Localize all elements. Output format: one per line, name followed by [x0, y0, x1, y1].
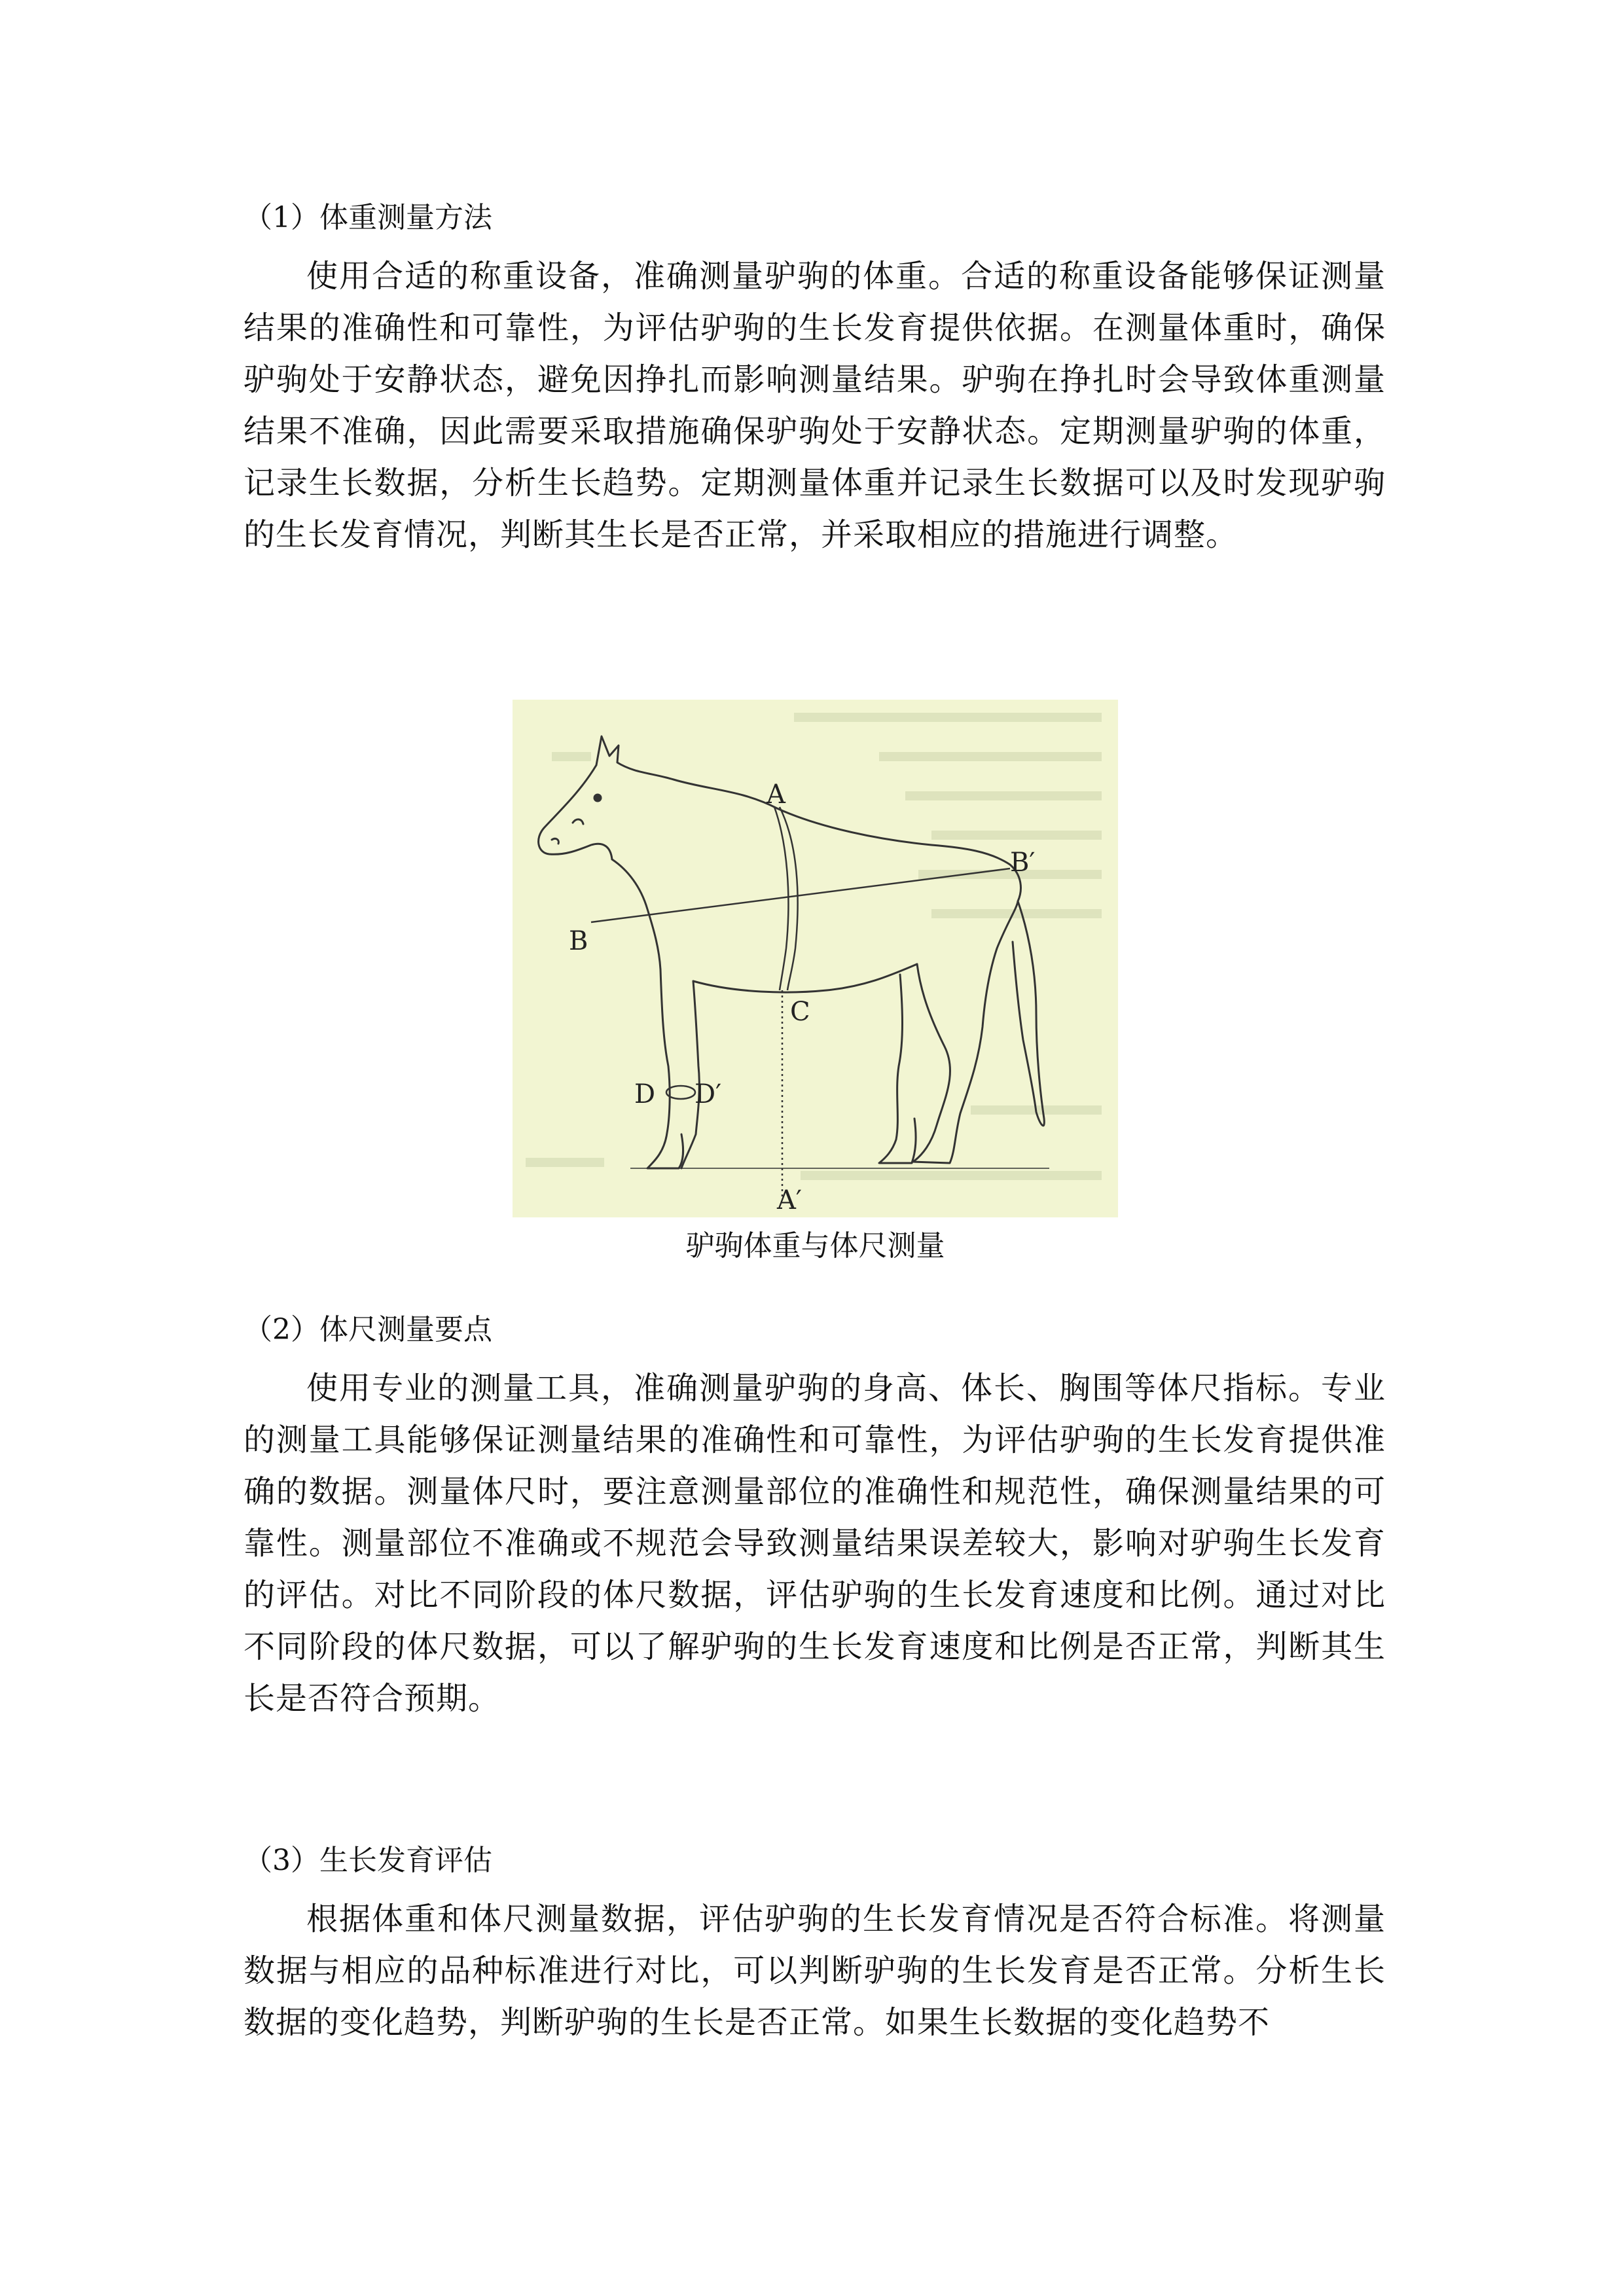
- section-3-paragraph: 根据体重和体尺测量数据，评估驴驹的生长发育情况是否符合标准。将测量数据与相应的品种标准进行对比，可以判断驴驹的生长发育是否正常。分析生长数据的变化趋势，判断驴驹的生长是否正常。如果生长数据的变化趋势不: [244, 1901, 1386, 2041]
- label-b: B: [569, 926, 588, 956]
- section-3-heading: （3）生长发育评估: [244, 1844, 492, 1877]
- section-2-heading: （2）体尺测量要点: [244, 1313, 492, 1346]
- section-2-paragraph: 使用专业的测量工具，准确测量驴驹的身高、体长、胸围等体尺指标。专业的测量工具能够保证测量结果的准确性和可靠性，为评估驴驹的生长发育提供准确的数据。测量体尺时，要注意测量部位的准确性和规范性，确保测量结果的可靠性。测量部位不准确或不规范会导致测量结果误差较大，影响对驴驹生长发育的评估。对比不同阶段的体尺数据，评估驴驹的生长发育速度和比例。通过对比不同阶段的体尺数据，可以了解驴驹的生长发育速度和比例是否正常，判断其生长是否符合预期。: [244, 1370, 1386, 1717]
- label-b-prime: B′: [1010, 848, 1036, 878]
- section-1-paragraph: 使用合适的称重设备，准确测量驴驹的体重。合适的称重设备能够保证测量结果的准确性和可靠性，为评估驴驹的生长发育提供依据。在测量体重时，确保驴驹处于安静状态，避免因挣扎而影响测量结果。驴驹在挣扎时会导致体重测量结果不准确，因此需要采取措施确保驴驹处于安静状态。定期测量驴驹的体重，记录生长数据，分析生长趋势。定期测量体重并记录生长数据可以及时发现驴驹的生长发育情况，判断其生长是否正常，并采取相应的措施进行调整。: [244, 258, 1386, 553]
- figure-caption: 驴驹体重与体尺测量: [685, 1229, 945, 1263]
- horse-measurement-figure: [513, 700, 1118, 1217]
- label-a-prime: A′: [777, 1185, 802, 1215]
- label-c: C: [790, 997, 810, 1027]
- scan-background-texture: [526, 713, 1102, 1180]
- label-d: D: [634, 1079, 656, 1109]
- measurement-lines: [591, 807, 1049, 1198]
- label-a: A: [767, 780, 785, 810]
- horse-outline: [539, 736, 1045, 1168]
- section-1-heading: （1）体重测量方法: [244, 201, 492, 234]
- horse-diagram: [513, 700, 1118, 1217]
- label-d-prime: D′: [695, 1079, 722, 1109]
